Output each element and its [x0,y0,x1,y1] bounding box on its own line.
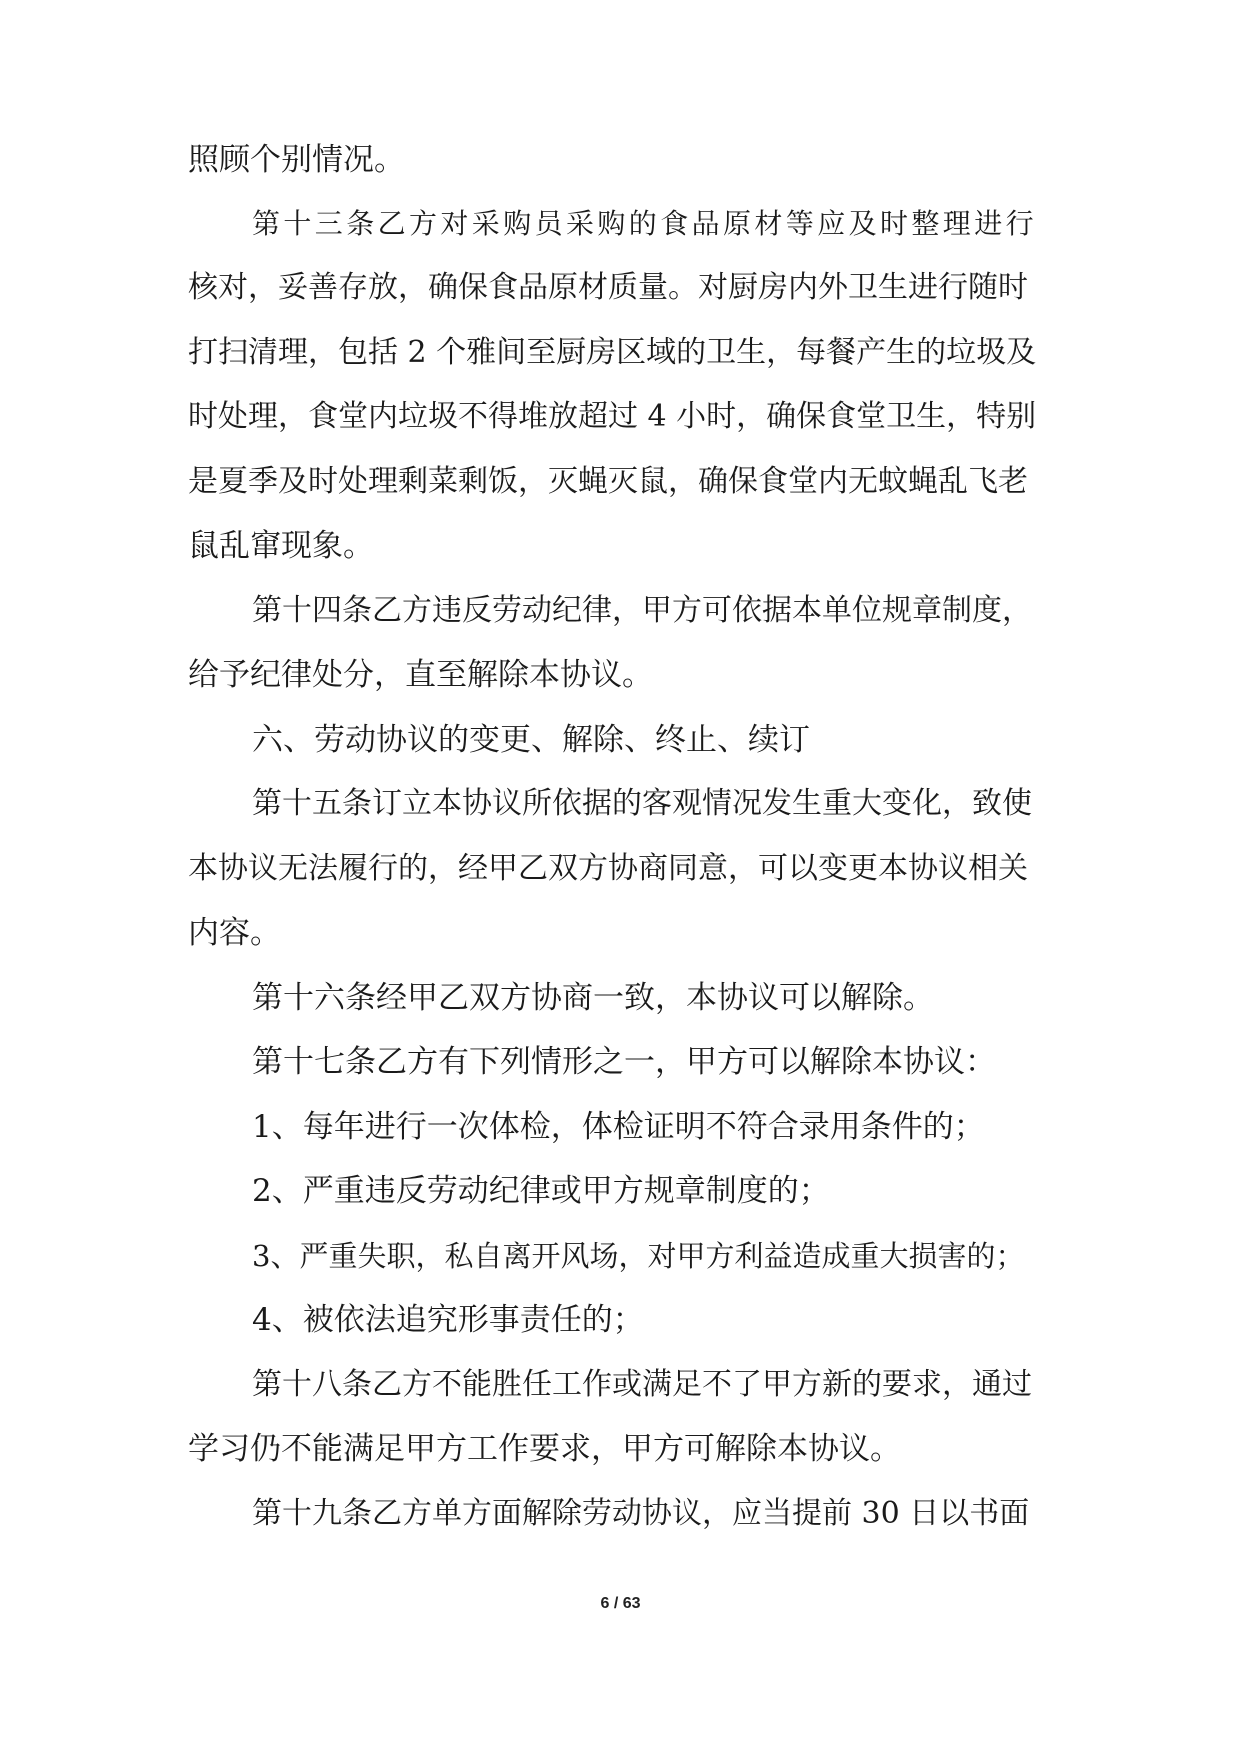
text-line: 鼠乱窜现象。 [188,528,374,564]
text-line: 第十七条乙方有下列情形之一，甲方可以解除本协议： [252,1044,996,1080]
text-line: 时处理，食堂内垃圾不得堆放超过 4 小时，确保食堂卫生，特别 [188,399,1037,434]
list-item: 1、每年进行一次体检，体检证明不符合录用条件的； [252,1109,985,1145]
list-item: 4、被依法追究形事责任的； [252,1302,644,1338]
text-line: 第十八条乙方不能胜任工作或满足不了甲方新的要求，通过 [252,1367,1032,1402]
text-line: 打扫清理，包括 2 个雅间至厨房区域的卫生，每餐产生的垃圾及 [188,335,1037,370]
text-line: 给予纪律处分，直至解除本协议。 [188,657,653,693]
page-number: 6 / 63 [600,1595,641,1612]
section-heading: 六、劳动协议的变更、解除、终止、续订 [252,722,810,758]
list-item: 2、严重违反劳动纪律或甲方规章制度的； [252,1173,830,1209]
text-line: 核对，妥善存放，确保食品原材质量。对厨房内外卫生进行随时 [188,270,1028,305]
text-line: 学习仍不能满足甲方工作要求，甲方可解除本协议。 [188,1431,901,1467]
list-item: 3、严重失职，私自离开风场，对甲方利益造成重大损害的； [252,1239,1025,1273]
text-line: 第十六条经甲乙双方协商一致，本协议可以解除。 [252,980,934,1016]
text-line: 第十九条乙方单方面解除劳动协议，应当提前 30 日以书面 [252,1496,1030,1531]
text-line: 照顾个别情况。 [188,142,405,178]
text-line: 本协议无法履行的，经甲乙双方协商同意，可以变更本协议相关 [188,851,1028,886]
text-line: 第十三条乙方对采购员采购的食品原材等应及时整理进行 [252,207,1038,240]
text-line: 内容。 [188,915,281,951]
text-line: 是夏季及时处理剩菜剩饭，灭蝇灭鼠，确保食堂内无蚊蝇乱飞老 [188,464,1028,499]
text-line: 第十五条订立本协议所依据的客观情况发生重大变化，致使 [252,786,1032,821]
text-line: 第十四条乙方违反劳动纪律，甲方可依据本单位规章制度， [252,593,1032,628]
